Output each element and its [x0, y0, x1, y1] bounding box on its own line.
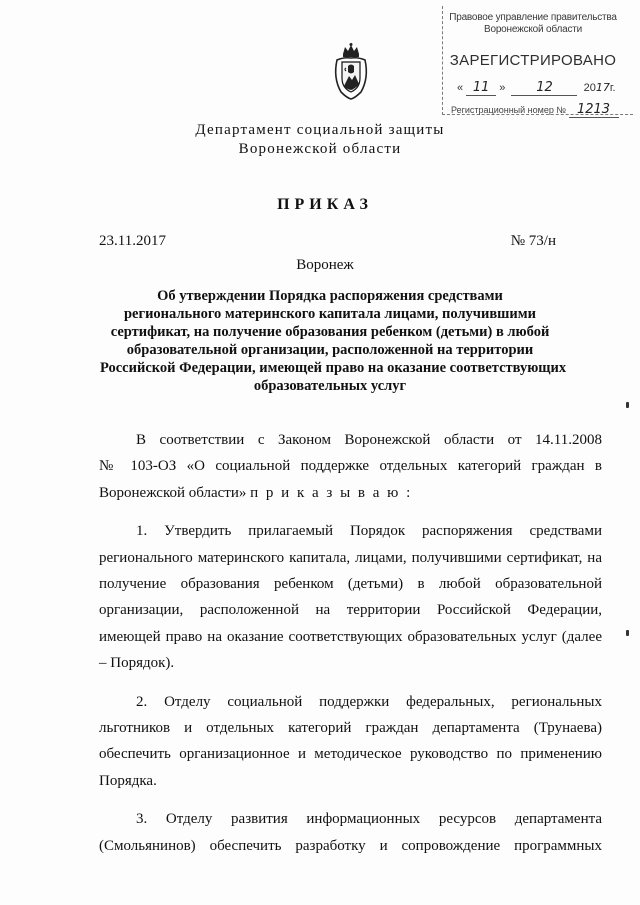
paragraph-line: 1. Утвердить прилагаемый Порядок распоряжения средствами: [136, 523, 602, 540]
order-title: ПРИКАЗ: [277, 196, 373, 213]
subject-line: Российской Федерации, имеющей право на оказание соответствующих: [100, 360, 567, 376]
order-number: № 73/н: [510, 233, 556, 249]
stamp-registered-label: ЗАРЕГИСТРИРОВАНО: [449, 52, 617, 69]
paragraph-line: Порядка.: [99, 772, 157, 789]
paragraph-line: (Смольянинов) обеспечить разработку и сопровождение программных: [99, 837, 602, 854]
preamble-paragraph: [99, 427, 602, 506]
registration-stamp: [442, 6, 633, 115]
item-3-paragraph: [99, 806, 602, 859]
paragraph-line: [99, 480, 602, 506]
paragraph-line: 3. Отделу развития информационных ресурсов департамента: [136, 811, 602, 828]
stamp-date-year: 17: [595, 81, 610, 94]
order-subject: [100, 287, 567, 395]
subject-line: сертификат, на получение образования ребенком (детьми) в любой: [110, 324, 550, 340]
paragraph-line: В соответствии с Законом Воронежской области от 14.11.2008: [136, 432, 602, 448]
subject-line: Об утверждении Порядка распоряжения средствами: [157, 288, 503, 304]
order-city: Воронеж: [296, 257, 354, 273]
stamp-date-month: 12: [536, 80, 553, 95]
stamp-date-day: 11: [472, 80, 490, 95]
stamp-date: « 11 » 12 2017г.: [457, 80, 616, 95]
stamp-region: Воронежской области: [483, 24, 583, 35]
paragraph-line: организации, расположенной на территории Российской Федерации,: [99, 602, 602, 619]
paragraph-line: 2. Отделу социальной поддержки федеральных, региональных: [136, 693, 602, 710]
scan-mark: [626, 402, 629, 408]
paragraph-line: получение образования ребенком (детьми) в любой образовательной: [99, 576, 602, 593]
scan-mark: [626, 630, 629, 636]
department-region: Воронежской области: [238, 141, 402, 157]
stamp-reg-label: Регистрационный номер №: [451, 105, 567, 115]
paragraph-line: льготников и отдельных категорий граждан департамента (Трунаева): [99, 720, 602, 737]
stamp-reg-number: 1213: [569, 102, 619, 118]
coat-of-arms-icon: [331, 42, 371, 100]
stamp-reg-number-row: [451, 102, 619, 118]
preamble-order-word: п р и к а з ы в а ю :: [250, 484, 413, 501]
paragraph-line: – Порядок).: [99, 655, 175, 672]
subject-line: регионального материнского капитала лицами, получившими: [123, 306, 536, 322]
preamble-prefix: Воронежской области»: [99, 484, 247, 501]
stamp-date-year-prefix: 20: [583, 82, 596, 94]
item-1-paragraph: [99, 518, 602, 676]
paragraph-line: имеющей право на оказание соответствующих образовательных услуг (далее: [99, 628, 602, 645]
paragraph-line: № 103-ОЗ «О социальной поддержке отдельных категорий граждан в: [99, 458, 602, 475]
subject-line: образовательной организации, расположенной на территории: [126, 342, 534, 358]
paragraph-line: обеспечить организационное и методическое руководство по применению: [99, 746, 602, 763]
item-2-paragraph: [99, 689, 602, 795]
order-date: 23.11.2017: [99, 233, 166, 249]
order-body: [99, 427, 602, 859]
stamp-authority: Правовое управление правительства: [449, 12, 617, 23]
subject-line: образовательных услуг: [253, 378, 407, 394]
department-name: Департамент социальной защиты: [195, 122, 445, 138]
paragraph-line: регионального материнского капитала, лицами, получившими сертификат, на: [99, 549, 602, 566]
